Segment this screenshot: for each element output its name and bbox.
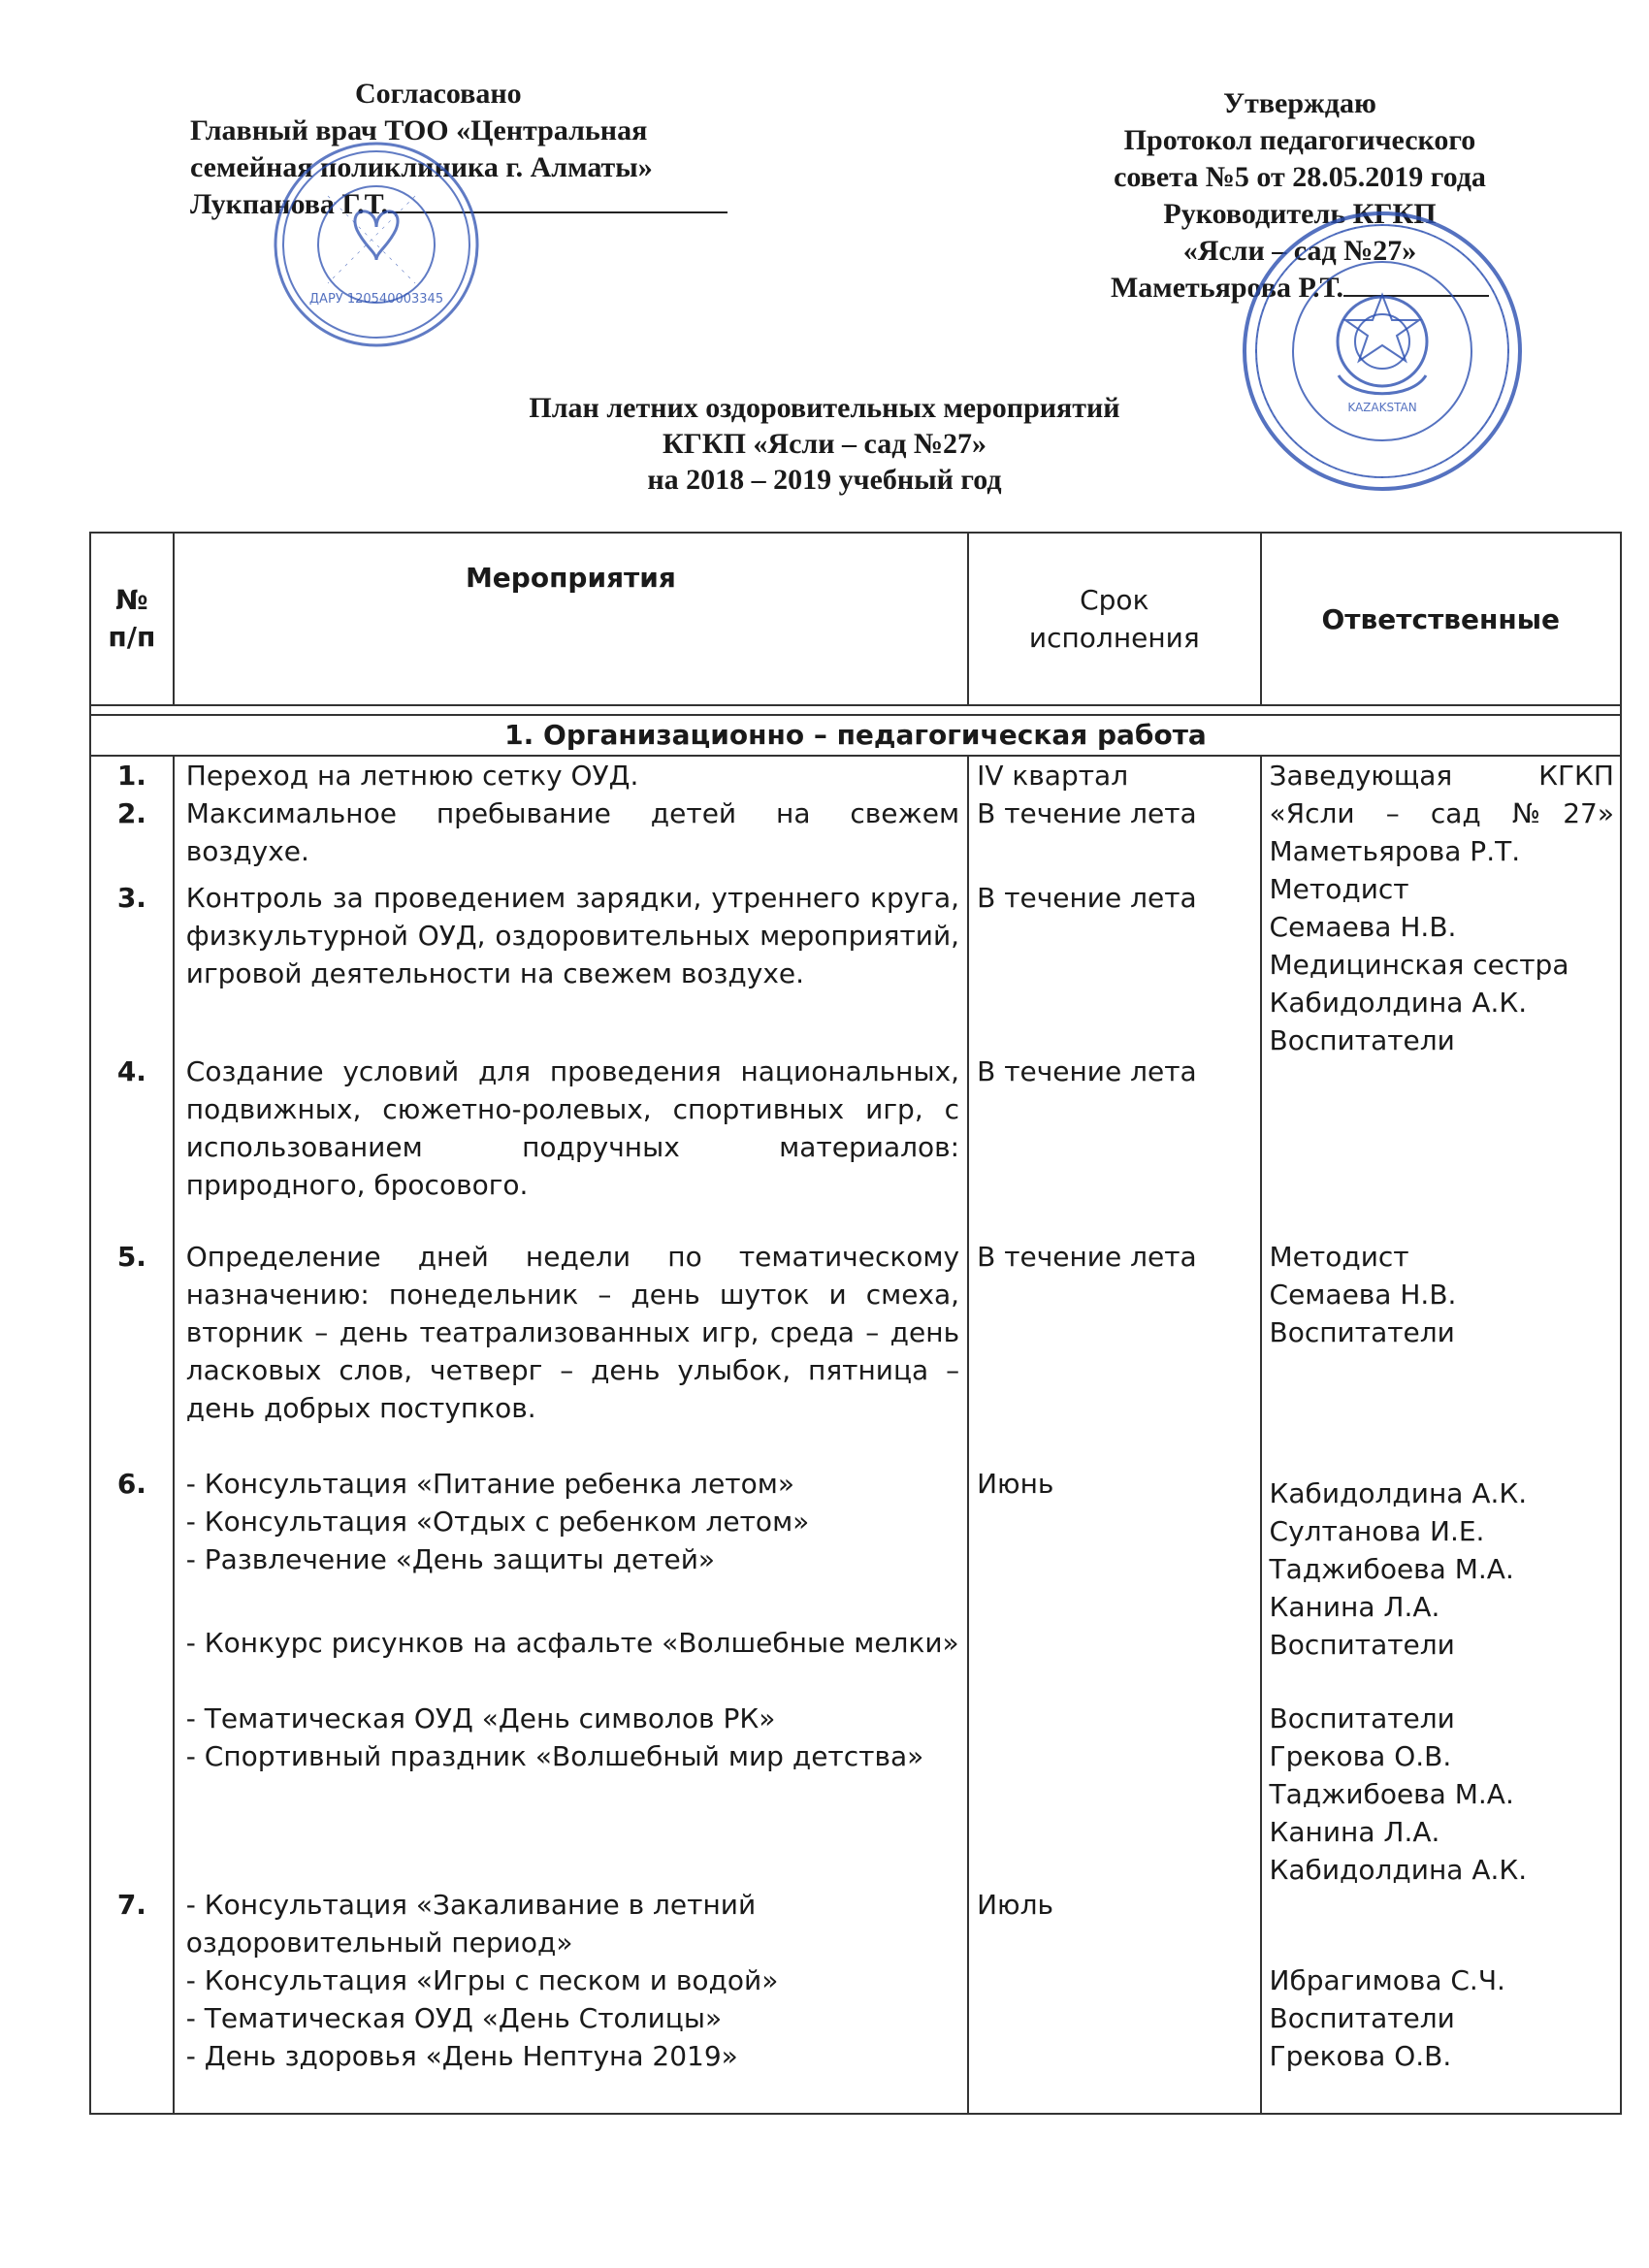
table-row (90, 756, 1621, 2114)
table-header-row (90, 533, 1621, 705)
term-5: В течение лета (977, 1241, 1197, 1273)
term-4: В течение лета (977, 1055, 1197, 1087)
row-number-1: 1. (116, 760, 146, 792)
responsible-1-line-3: Маметьярова Р.Т. (1269, 835, 1521, 867)
section-heading: 1. Организационно – педагогическая работа (90, 715, 1621, 756)
clinic-stamp-text: ДАРУ 120540003345 (308, 292, 444, 307)
activity-7-item-3: - Тематическая ОУД «День Столицы» (185, 2002, 723, 2034)
row-number-6: 6. (116, 1468, 146, 1500)
term-2: В течение лета (977, 797, 1197, 829)
approval-left-line-3: Лукпанова Г.Т. (190, 188, 389, 220)
responsible-6b-line-4: Канина Л.А. (1269, 1816, 1440, 1848)
responsible-1-line-1: Заведующая КГКП (1269, 760, 1614, 792)
activity-6-item-1: - Консультация «Питание ребенка летом» (185, 1468, 794, 1500)
responsible-7-line-3: Грекова О.В. (1269, 2040, 1452, 2072)
section-heading-row (90, 715, 1621, 756)
table-header (90, 533, 1621, 705)
activity-3: Контроль за проведением зарядки, утреннего круга, физкультурной ОУД, оздоровительных мероприятий, игровой деятельности на свежем воздухе. (185, 882, 960, 989)
term-cell (968, 756, 1260, 2114)
responsible-6b-line-2: Грекова О.В. (1269, 1740, 1452, 1772)
approval-right-line-3: Руководитель КГКП (1163, 198, 1437, 230)
responsible-1-line-4: Методист (1269, 873, 1409, 905)
header-term-line-2: исполнения (1028, 622, 1200, 654)
header-number-line-1: № (115, 584, 148, 616)
responsible-6-line-4: Канина Л.А. (1269, 1591, 1440, 1623)
approval-right-line-5: Маметьярова Р.Т. (1110, 272, 1344, 304)
responsible-5-line-3: Воспитатели (1269, 1316, 1455, 1348)
activity-6-item-6: - Спортивный праздник «Волшебный мир детства» (185, 1740, 924, 1772)
activity-6-item-4: - Конкурс рисунков на асфальте «Волшебные мелки» (185, 1627, 959, 1659)
activity-7-item-1: - Консультация «Закаливание в летний оздоровительный период» (185, 1889, 757, 1959)
term-1: IV квартал (977, 760, 1129, 792)
responsible-6-line-2: Султанова И.Е. (1269, 1515, 1485, 1547)
responsible-6b-line-3: Таджибоева М.А. (1269, 1778, 1514, 1810)
activity-6-item-5: - Тематическая ОУД «День символов РК» (185, 1702, 776, 1734)
responsible-1-line-7: Кабидолдина А.К. (1269, 987, 1528, 1019)
approval-left-line-2: семейная поликлиника г. Алматы» (190, 151, 653, 183)
header-term (968, 533, 1260, 705)
row-number-4: 4. (116, 1055, 146, 1087)
header-number-line-2: п/п (108, 621, 156, 653)
row-number-3: 3. (116, 882, 146, 914)
title-line-1: План летних оздоровительных мероприятий (529, 392, 1120, 424)
activity-plan-table (89, 532, 1622, 2115)
responsible-cell (1261, 756, 1621, 2114)
responsible-6b-line-1: Воспитатели (1269, 1702, 1455, 1734)
responsible-6-line-1: Кабидолдина А.К. (1269, 1477, 1528, 1509)
term-7: Июль (977, 1889, 1053, 1921)
responsible-6b-line-5: Кабидолдина А.К. (1269, 1854, 1528, 1886)
activity-2: Максимальное пребывание детей на свежем воздухе. (185, 797, 960, 867)
number-cell (90, 756, 174, 2114)
responsible-5-line-2: Семаева Н.В. (1269, 1279, 1457, 1311)
approval-left-line-1: Главный врач ТОО «Центральная (190, 114, 648, 146)
approval-right-line-4: «Ясли – сад №27» (1182, 235, 1417, 267)
responsible-7-line-2: Воспитатели (1269, 2002, 1455, 2034)
title-line-2: КГКП «Ясли – сад №27» (662, 428, 987, 460)
approval-right-title: Утверждаю (1223, 87, 1376, 119)
title-line-3: на 2018 – 2019 учебный год (647, 464, 1002, 496)
activity-1: Переход на летнюю сетку ОУД. (185, 760, 639, 792)
header-activity: Мероприятия (174, 533, 968, 705)
activity-5: Определение дней недели по тематическому назначению: понедельник – день шуток и смеха, вторник – день театрализованных игр, среда – день ласковых слов, четверг – день улыбок, пятница – день добрых поступков. (185, 1241, 960, 1424)
responsible-7-line-1: Ибрагимова С.Ч. (1269, 1964, 1505, 1996)
activity-6-item-2: - Консультация «Отдых с ребенком летом» (185, 1506, 810, 1538)
table-spacer-row (90, 705, 1621, 715)
responsible-5-line-1: Методист (1269, 1241, 1409, 1273)
term-6: Июнь (977, 1468, 1054, 1500)
responsible-6-line-3: Таджибоева М.А. (1269, 1553, 1514, 1585)
responsible-1-line-5: Семаева Н.В. (1269, 911, 1457, 943)
activity-cell (174, 756, 968, 2114)
kindergarten-stamp-text: KAZAKSTAN (1347, 401, 1417, 414)
approval-right-line-1: Протокол педагогического (1123, 124, 1476, 156)
activity-6-item-3: - Развлечение «День защиты детей» (185, 1543, 716, 1575)
approval-right-line-2: совета №5 от 28.05.2019 года (1114, 161, 1486, 193)
approval-left-title: Согласовано (355, 78, 522, 110)
term-3: В течение лета (977, 882, 1197, 914)
responsible-1-line-8: Воспитатели (1269, 1024, 1455, 1056)
responsible-1-line-6: Медицинская сестра (1269, 949, 1569, 981)
row-number-2: 2. (116, 797, 146, 829)
header-responsible: Ответственные (1261, 533, 1621, 705)
activity-7-item-2: - Консультация «Игры с песком и водой» (185, 1964, 779, 1996)
header-term-line-1: Срок (1080, 584, 1149, 616)
header-number (90, 533, 174, 705)
activity-7-item-4: - День здоровья «День Нептуна 2019» (185, 2040, 738, 2072)
row-number-5: 5. (116, 1241, 146, 1273)
responsible-6-line-5: Воспитатели (1269, 1629, 1455, 1661)
responsible-1-line-2: «Ясли – сад №27» (1269, 797, 1614, 829)
document-title (291, 390, 1358, 498)
activity-4: Создание условий для проведения национальных, подвижных, сюжетно-ролевых, спортивных игр, с использованием подручных материалов: природного, бросового. (185, 1055, 960, 1201)
row-number-7: 7. (116, 1889, 146, 1921)
clinic-stamp-seal (270, 138, 483, 351)
